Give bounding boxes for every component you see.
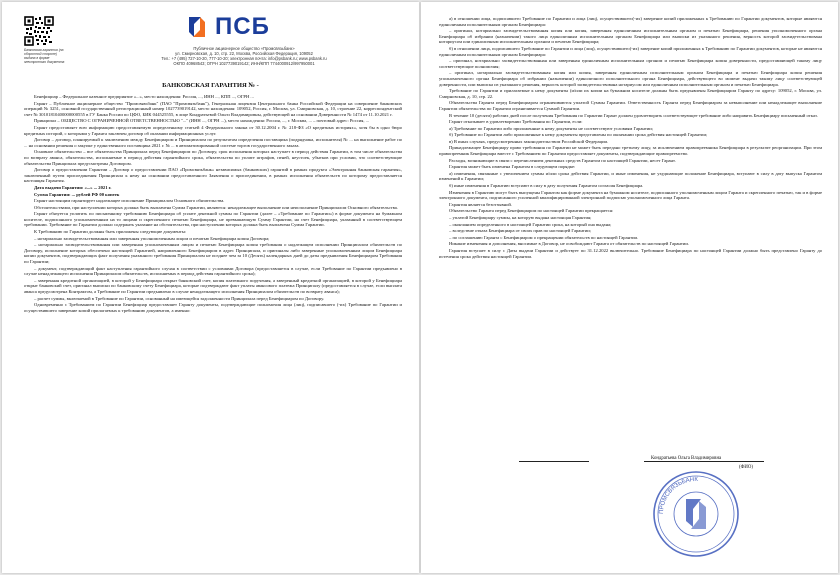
paragraph: Одновременно с Требованием по Гарантии Бенефициар предоставляет Гаранту документы, подтверждающие полномочия лица (лиц), подписавшего (-их) Требование по Гарантии и осуществившего заверение копий прилагаемых к требованию документов, а именно: bbox=[24, 302, 402, 313]
guarantee-amount: Сумма Гарантии: ... рублей РФ 00 копеек bbox=[34, 191, 120, 197]
paragraph: – по соглашению Гаранта с Бенефициаром о прекращении обязательств по настоящей Гарантии. bbox=[449, 234, 639, 240]
contact-line: ул. Смирновская, д. 10, стр. 22, Москва, Российская Федерация, 109052 bbox=[175, 51, 313, 57]
page-right bbox=[421, 2, 838, 573]
paragraph: а) в отношении лица, подписавшего Требование по Гарантии и лица (лиц), осуществившего(-их) заверение копий приложенных к Требованию по Гарантии документов, которые являются единоличным исполнительным органом Бенефициара: bbox=[439, 16, 822, 27]
qr-code-icon bbox=[24, 16, 54, 46]
paragraph: – оригинал, нотариально засвидетельствованная копия или копия, заверенная единоличным исполнительным органом и печатью Бенефициара, решения уполномоченного органа Бенефициара об избрании (назначении) такого лица единоличным исполнительным органом Бенефициара или выписки из указанного решения, верность которой засвидетельствована нотариусом или единоличным исполнительным органом и печатью Бенефициара; bbox=[439, 28, 822, 45]
paragraph: Основное обязательство – все обязательства Принципала перед Бенефициаром по Договору, срок исполнения которых наступает в период действия Гарантии, в том числе обязательства по возврату аванса, обязательства, исполняемые в период действия гарантийного срока, обязательства по уплате штрафов, пеней, неустоек, убытков при условии, что соответствующие обязательства Принципала предусмотрены Договором. bbox=[24, 149, 402, 166]
paragraph: – оригинал, нотариально засвидетельствованная или заверенная единоличным исполнительным органом и печатью Бенефициара копия доверенности, предоставляющей такому лицу соответствующие полномочия; bbox=[439, 58, 822, 69]
paragraph: Гарантия может быть изменена Гарантом в следующем порядке: bbox=[449, 164, 576, 170]
paragraph: Требование по Гарантии и прилагаемые к нему документы (и/или их копии на бумажном носителе должны быть предъявлены Бенефициаром Гаранту по адресу: 109052, г. Москва, ул. Смирновская, д. 10, стр. 22. bbox=[439, 88, 822, 99]
paragraph: б) Требование по Гарантии либо приложенные к нему документы представлены по окончании срока действия настоящей Гарантии; bbox=[449, 132, 708, 138]
logo-text: ПСБ bbox=[215, 13, 270, 40]
paragraph: Гарант отказывает в удовлетворении Требования по Гарантии, если: bbox=[449, 119, 583, 125]
paragraph: Гарантия является безотзывной. bbox=[449, 201, 513, 207]
signature-line bbox=[519, 461, 589, 462]
paragraph: – нотариально засвидетельствованная или заверенная уполномоченным лицом и печатью Бенефициара копия Договора; bbox=[34, 235, 270, 241]
bank-stamp-icon bbox=[651, 469, 741, 559]
page-left bbox=[2, 2, 419, 573]
paragraph: б) в отношении лица, подписавшего Требование по Гарантии и лица (лиц), осуществившего(-их) заверение копий приложенных к Требованию по Гарантии документов, которые не являются единоличным исполнительным органом Бенефициара: bbox=[439, 45, 822, 57]
paragraph: Гарант – Публичное акционерное общество "Промсвязьбанк" (ПАО "Промсвязьбанк"), Генеральная лицензия Центрального банка Российской Федерации на совершение банковских операций № 3251, основной государственный регистрационный номер 1027739019142, место нахождения: 109052, Россия, г. Москва, ул. Смирновская, д. 10, строение 22, корреспондентский счет № 30101810400000000555 в ГУ Банка России по ЦФО, БИК 044525555, в лице Кондратьевой Ольги Владимировны, действующей на основании Доверенности № 1474 от 11.10.2021 г. bbox=[24, 100, 402, 117]
paragraph: Принципал – ОБЩЕСТВО С ОГРАНИЧЕННОЙ ОТВЕТСТВЕННОСТЬЮ "..." (ИНН ..., ОГРН ...), место нахождения: Россия, ..., г. Москва, ... – почтовый адрес: Россия, ... bbox=[34, 118, 370, 124]
paragraph: а) изменения, связанные с увеличением суммы и/или срока действия Гарантии, и иные изменения, не ухудшающие положение Бенефициара, вступают в силу в дату выпуска Гарантом изменений к Гарантии; bbox=[439, 170, 822, 182]
issue-date: Дата выдачи Гарантии: «...» ... 2021 г. bbox=[34, 184, 112, 190]
contact-line: ОКПО 40968543; ОГРН 1027739019142; ИНН/КПП 7744000912/997950001 bbox=[173, 61, 315, 67]
paragraph: а) Требование по Гарантии либо приложенные к нему документы не соответствуют условиям Гарантии; bbox=[449, 125, 654, 131]
guarantee-body-left bbox=[24, 94, 402, 314]
paragraph: Гарант предоставляет всю информацию предоставляемую определенному статьей 4 Федерального закона от 30.12.2004 г. № 218-ФЗ «О кредитных историях», хотя бы в одно бюро кредитных историй, с которыми у Гаранта заключен договор об оказании информационных услуг. bbox=[24, 124, 402, 136]
paragraph: Обстоятельствами, при наступлении которых должна быть выплачена Сумма Гарантии, являются: ненадлежащее выполнение или неисполнение Принципалом Основного обязательства. bbox=[34, 204, 398, 210]
paragraph: Обязательства Гаранта перед Бенефициаром ограничиваются уплатой Суммы Гарантии. Ответственность Гаранта перед Бенефициаром за невыполнение или ненадлежащее выполнение Гарантом обязательства по Гарантии ограничивается Суммой Гарантии. bbox=[439, 100, 822, 111]
paragraph: – уплатой Бенефициару суммы, на которую выдана настоящая Гарантия; bbox=[449, 215, 592, 220]
psb-logo-icon bbox=[184, 14, 210, 40]
paragraph: б) иные изменения в Гарантию вступают в силу в дату получения Гарантом согласия Бенефициара. bbox=[449, 183, 644, 189]
paragraph: Гарантия вступает в силу с Даты выдачи Гарантии и действует по 31.12.2022 включительно. Требование Бенефициара по настоящей Гарантии должно быть представлено Гаранту до истечения срока действия настоящей Гарантии. bbox=[439, 247, 822, 259]
paragraph: – вследствие отказа Бенефициара от своих прав по настоящей Гарантии; bbox=[449, 228, 591, 234]
paragraph: Никакие изменения и дополнения, вносимые в Договор, не освобождают Гаранта от обязательств по настоящей Гарантии. bbox=[449, 241, 689, 247]
paragraph: К Требованию по Гарантии должны быть приложены следующие документы: bbox=[34, 229, 187, 235]
stamp-text: ПРОМСВЯЗЬБАНК bbox=[658, 476, 698, 515]
paragraph: – оригинал, нотариально засвидетельствованная копия или копия, заверенная единоличным исполнительным органом Бенефициара и печатью Бенефициара копия решения уполномоченного органа Бенефициара об избрании (назначении) единоличного исполнительного органа Бенефициара, действующего во момент выдачи такому лицу соответствующей доверенности, или выписка из указанного решения, верность которой засвидетельствована нотариусом или единоличным исполнительным органом и печатью Бенефициара. bbox=[439, 70, 822, 87]
paragraph: В течение 10 (десяти) рабочих дней после получения Требования по Гарантии Гарант должен удовлетворить соответствующее требование либо направить Бенефициару письменный отказ. bbox=[449, 112, 818, 118]
contact-line: Публичное акционерное общество «Промсвязьбанк» bbox=[193, 46, 295, 51]
paragraph: Изменения в Гарантию могут быть выпущены Гарантом как форме документа на бумажном носителе, подписанного уполномоченным лицом Гаранта и скрепленного печатью, так и в форме электронного документа, подписанного усиленной квалифицированной электронной подписью уполномоченного лица Гаранта. bbox=[439, 189, 822, 201]
paragraph: Бенефициар – Федеральное казенное предприятие «...», место нахождения: Россия, ..., ИНН ..., КПП ..., ОГРН ... bbox=[34, 94, 254, 99]
paragraph: Гарант обязуется уплатить по письменному требованию Бенефициара об уплате денежной суммы по Гарантии (далее – «Требование по Гарантии») в форме документа на бумажном носителе, подписанного уполномоченным на то лицами и скрепленного печатью Бенефициара, не превышающую Сумму Гарантии, на счет Бенефициара, указанный в соответствующем требовании. Требование по Гарантии должно содержать указание на обстоятельства, при наступлении которых должна быть выплачена Сумма Гарантии. bbox=[24, 211, 402, 228]
contact-line: Тел.: +7 (495) 727-10-20, 777-10-20; электронная почта: info@psbank.ru; www.psbank.ru bbox=[161, 56, 327, 62]
paragraph: Принадлежащее Бенефициару право требования по Гарантии не может быть передано третьему лицу, за исключением правопреемника Бенефициара в результате реорганизации. При этом правопреемник Бенефициара вместе с Требованием по Гарантии предоставляет документы, подтверждающие правопреемство. bbox=[439, 145, 822, 157]
name-line bbox=[644, 461, 764, 462]
paragraph: – документ, подтверждающий факт наступления гарантийного случая в соответствии с условиями Договора (предоставляется в случае, если Требование по Гарантии предъявлено в случае ненадлежащего исполнения Принципалом обязательств, исполняемых в период действия гарантийного срока); bbox=[24, 265, 402, 277]
paragraph: Договор – договор, планируемый к заключению между Бенефициаром и Принципалом по результатам определения поставщика (подрядчика, исполнителя) № ... на выполнение работ по ... на основании решения о закупке у единственного поставщика 2021 г. № ... в автоматизированной системе торгов государственного заказа. bbox=[24, 137, 402, 148]
letterhead bbox=[24, 12, 404, 72]
paragraph: Расходы, возникающие в связи с перечислением денежных средств Гарантом по настоящей Гарантии, несет Гарант. bbox=[449, 157, 676, 163]
paragraph: – расчет суммы, включаемой в Требование по Гарантии, основанный на имеющейся задолженности Принципала перед Бенефициаром по Договору. bbox=[34, 295, 325, 301]
paragraph: Договор о предоставлении Гарантии – Договор о предоставлении ПАО «Промсвязьбанк» независимых (банковских) гарантий в рамках продукта «Электронная банковская гарантия», заключенный путем присоединения Принципала к нему на основании предоставленного Заявления о присоединении, в рамках исполнения обязательств по которому предоставляется настоящая Гарантия. bbox=[24, 167, 402, 184]
paragraph: в) В иных случаях, предусмотренных законодательством Российской Федерации. bbox=[449, 138, 609, 144]
paragraph: – нотариально засвидетельствованная или заверенная уполномоченным лицом и печатью Бенефициара копия требования о надлежащем исполнении Принципалом обязательств по Договору, исполнение которых обеспечено настоящей Гарантией, направленного Бенефициаром в адрес Принципала, и оригиналы либо заверенные уполномоченным лицом Бенефициара копии документов, подтверждающих факт получения указанного требования Принципалом не позднее чем за 10 (Десять) календарных дней до даты предъявления Бенефициаром Требования по Гарантии; bbox=[24, 242, 402, 265]
bank-logo bbox=[184, 12, 270, 42]
signer-caption: (ФИО) bbox=[739, 465, 753, 470]
document-title: БАНКОВСКАЯ ГАРАНТИЯ № - bbox=[162, 82, 259, 89]
paragraph: Гарант настоящим гарантирует надлежащее исполнение Принципалом Основного обязательства. bbox=[34, 198, 225, 204]
paragraph: Обязательство Гаранта перед Бенефициаром по настоящей Гарантии прекращается: bbox=[449, 208, 614, 214]
qr-caption: Банковская гарантия (на оборотной стороне) выдана в форме электронного документа bbox=[24, 48, 65, 64]
signer-name: Кондратьева Ольга Владимировна bbox=[651, 456, 722, 461]
guarantee-body-right bbox=[439, 16, 822, 260]
paragraph: – заверенная кредитной организацией, в которой у Бенефициара открыт банковский счет, копия платежного поручения, а заверенный кредитной организацией, в которой у Бенефициара открыт банковский счет, оригинал выписки по банковскому счету Бенефициара, которые подтверждают факт уплаты авансового платежа Принципалу (предоставляется в случае, если выплата аванса предусмотрена Контрактом, а Требование по Гарантии предъявлено в случае ненадлежащего исполнения Принципалом обязательств по возврату аванса); bbox=[24, 277, 402, 294]
paragraph: – окончанием определенного в настоящей Гарантии срока, на который она выдана; bbox=[449, 221, 612, 227]
bank-contacts bbox=[124, 46, 364, 66]
